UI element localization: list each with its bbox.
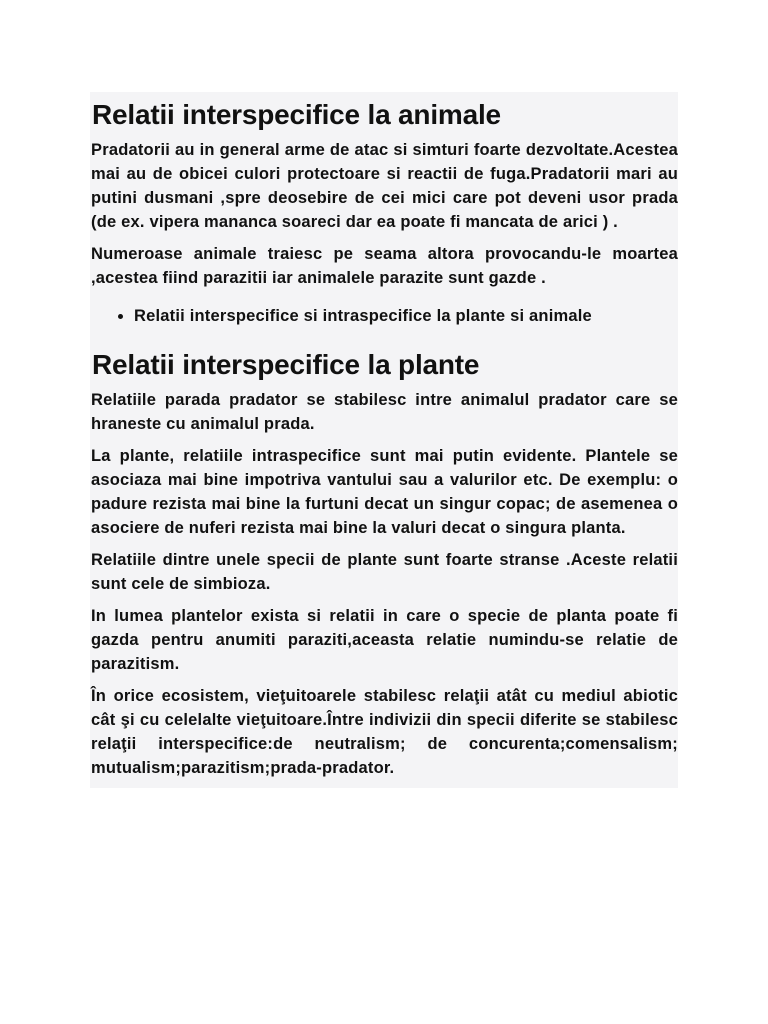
paragraph: Relatiile dintre unele specii de plante sunt foarte stranse .Aceste relatii sunt cele de simbioza. xyxy=(91,551,678,593)
paragraph: La plante, relatiile intraspecifice sunt mai putin evidente. Plantele se asociaza mai bine impotriva vantului sau a valurilor etc. De exemplu: o padure rezista mai bine la furtuni decat un singur copac; de asemenea o asociere de nuferi rezista mai bine la valuri decat o singura planta. xyxy=(91,447,678,537)
section-plants xyxy=(90,338,678,780)
paragraph: In lumea plantelor exista si relatii in care o specie de planta poate fi gazda pentru anumiti paraziti,aceasta relatie numindu-se relatie de parazitism. xyxy=(91,607,678,673)
paragraph: În orice ecosistem, vieţuitoarele stabilesc relaţii atât cu mediul abiotic cât şi cu celelalte vieţuitoare.Între indivizii din specii diferite se stabilesc relaţii interspecifice:de neutralism; de concurenta;comensalism; mutualism;parazitism;prada-pradator. xyxy=(91,687,678,777)
paragraph: Pradatorii au in general arme de atac si simturi foarte dezvoltate.Acestea mai au de obicei culori protectoare si reactii de fuga.Pradatorii mari au putini dusmani ,spre deosebire de cei mici care pot deveni usor prada (de ex. vipera mananca soareci dar ea poate fi mancata de arici ) . xyxy=(91,141,678,231)
heading-plants: Relatii interspecifice la plante xyxy=(92,349,480,380)
bullet-list xyxy=(90,304,678,328)
paragraph: Numeroase animale traiesc pe seama altora provocandu-le moartea ,acestea fiind parazitii iar animalele parazite sunt gazde . xyxy=(91,245,678,287)
bullet-item: • Relatii interspecifice si intraspecifice la plante si animale xyxy=(134,304,678,328)
paragraph: Relatiile parada pradator se stabilesc intre animalul pradator care se hraneste cu animalul prada. xyxy=(91,391,678,433)
document-page xyxy=(90,92,678,788)
heading-animals: Relatii interspecifice la animale xyxy=(92,99,501,130)
section-animals xyxy=(90,92,678,328)
